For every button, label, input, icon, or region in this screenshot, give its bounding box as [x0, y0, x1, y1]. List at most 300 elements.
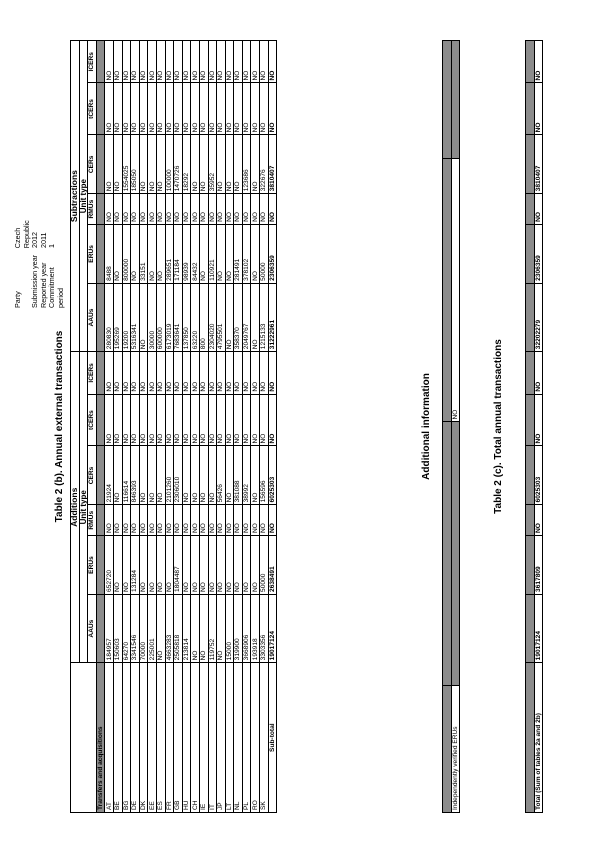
value-cell: 116614: [122, 446, 131, 505]
subtotal-cell: NO: [268, 394, 277, 446]
value-cell: NO: [260, 194, 269, 225]
value-cell: NO: [217, 83, 226, 135]
value-cell: NO: [208, 446, 217, 505]
value-cell: 1554025: [122, 135, 131, 194]
value-cell: NO: [105, 135, 114, 194]
subtotal-cell: 6025303: [268, 446, 277, 505]
value-cell: 21924: [105, 446, 114, 505]
gray-cell: [443, 158, 452, 422]
value-cell: NO: [165, 394, 174, 446]
gray-cell: [526, 283, 535, 351]
value-cell: NO: [156, 41, 165, 84]
value-cell: NO: [234, 194, 243, 225]
table-row: [225, 41, 234, 813]
gray-cell: [96, 194, 105, 225]
gray-cell: [96, 83, 105, 135]
value-cell: 2306010: [174, 446, 183, 505]
value-cell: NO: [199, 224, 208, 283]
column-header: CERs: [88, 446, 97, 505]
value-cell: NO: [199, 352, 208, 394]
value-cell: 280830: [105, 283, 114, 351]
total-cell: NO: [534, 505, 543, 536]
value-cell: 289651: [165, 224, 174, 283]
value-cell: NO: [208, 394, 217, 446]
value-cell: 195269: [113, 283, 122, 351]
commitment-period-value: 1: [47, 244, 57, 248]
gray-cell: [96, 446, 105, 505]
value-cell: 33151: [139, 224, 148, 283]
value-cell: NO: [105, 194, 114, 225]
value-cell: NO: [217, 505, 226, 536]
value-cell: NO: [191, 41, 200, 84]
value-cell: 98939: [182, 224, 191, 283]
additional-info-table: [442, 40, 460, 813]
value-cell: NO: [165, 352, 174, 394]
value-cell: NO: [199, 394, 208, 446]
value-cell: NO: [251, 394, 260, 446]
value-cell: NO: [165, 505, 174, 536]
value-cell: 56426: [217, 446, 226, 505]
subtotal-cell: NO: [268, 83, 277, 135]
party-label: Party: [13, 291, 22, 308]
table-row: [251, 41, 260, 813]
value-cell: 7683641: [174, 283, 183, 351]
value-cell: NO: [242, 41, 251, 84]
value-cell: NO: [139, 83, 148, 135]
value-cell: NO: [122, 536, 131, 595]
value-cell: NO: [165, 83, 174, 135]
value-cell: NO: [182, 505, 191, 536]
value-cell: NO: [225, 194, 234, 225]
value-cell: NO: [225, 536, 234, 595]
value-cell: NO: [217, 594, 226, 662]
table-2b: [70, 40, 277, 813]
value-cell: 193918: [251, 594, 260, 662]
value-cell: 281491: [234, 224, 243, 283]
value-cell: NO: [242, 394, 251, 446]
value-cell: NO: [105, 505, 114, 536]
value-cell: NO: [105, 352, 114, 394]
gray-cell: [443, 686, 452, 813]
value-cell: NO: [139, 352, 148, 394]
value-cell: NO: [208, 41, 217, 84]
value-cell: NO: [217, 224, 226, 283]
value-cell: 185050: [131, 135, 140, 194]
gray-cell: [96, 135, 105, 194]
table-row: [174, 41, 183, 813]
party-code-cell: RO: [251, 663, 260, 813]
gray-cell: [96, 224, 105, 283]
table-row: [182, 41, 191, 813]
value-cell: NO: [139, 536, 148, 595]
value-cell: NO: [122, 194, 131, 225]
value-cell: NO: [131, 505, 140, 536]
value-cell: NO: [182, 394, 191, 446]
value-cell: 171184: [174, 224, 183, 283]
value-cell: 38992: [242, 446, 251, 505]
value-cell: 50000: [260, 224, 269, 283]
value-cell: 3341546: [131, 594, 140, 662]
value-cell: NO: [182, 352, 191, 394]
value-cell: 800: [199, 283, 208, 351]
party-code-cell: CH: [191, 663, 200, 813]
value-cell: NO: [251, 352, 260, 394]
value-cell: 8488: [105, 224, 114, 283]
column-header: tCERs: [88, 83, 97, 135]
value-cell: NO: [139, 394, 148, 446]
table-row: [208, 41, 217, 813]
subtotal-cell: 31222961: [268, 283, 277, 351]
value-cell: NO: [225, 83, 234, 135]
value-cell: NO: [242, 505, 251, 536]
submission-year-label: Submission year: [30, 254, 40, 308]
value-cell: NO: [242, 352, 251, 394]
corner-cell: [71, 663, 97, 813]
gray-cell: [96, 394, 105, 446]
value-cell: NO: [251, 446, 260, 505]
value-cell: NO: [156, 352, 165, 394]
value-cell: NO: [208, 83, 217, 135]
gray-cell: [96, 505, 105, 536]
value-cell: 63220: [191, 283, 200, 351]
value-cell: NO: [148, 83, 157, 135]
value-cell: NO: [148, 505, 157, 536]
value-cell: 19200: [122, 283, 131, 351]
value-cell: NO: [191, 352, 200, 394]
party-value: Czech Republic: [13, 220, 31, 249]
value-cell: NO: [139, 505, 148, 536]
value-cell: NO: [260, 394, 269, 446]
value-cell: 100000: [165, 135, 174, 194]
value-cell: NO: [182, 536, 191, 595]
value-cell: 123686: [242, 135, 251, 194]
value-cell: NO: [217, 536, 226, 595]
value-cell: 64270: [122, 594, 131, 662]
value-cell: NO: [199, 41, 208, 84]
value-cell: NO: [199, 594, 208, 662]
gray-cell: [526, 663, 535, 813]
value-cell: NO: [148, 394, 157, 446]
value-cell: NO: [199, 83, 208, 135]
party-code-cell: PL: [242, 663, 251, 813]
gray-cell: [96, 536, 105, 595]
value-cell: NO: [165, 41, 174, 84]
value-cell: 2049767: [242, 283, 251, 351]
value-cell: NO: [225, 394, 234, 446]
value-cell: 50000: [260, 536, 269, 595]
value-cell: 119752: [208, 594, 217, 662]
value-cell: NO: [225, 224, 234, 283]
value-cell: NO: [191, 505, 200, 536]
gray-cell: [96, 352, 105, 394]
value-cell: 15000: [225, 594, 234, 662]
total-cell: 19017124: [534, 594, 543, 662]
value-cell: NO: [242, 194, 251, 225]
subtotal-cell: NO: [268, 41, 277, 84]
gray-cell: [451, 422, 460, 686]
subtotal-cell: NO: [268, 194, 277, 225]
value-cell: NO: [113, 135, 122, 194]
value-cell: 2505818: [174, 594, 183, 662]
value-cell: NO: [182, 194, 191, 225]
value-cell: NO: [251, 194, 260, 225]
value-cell: 1215133: [260, 283, 269, 351]
party-code-cell: ES: [156, 663, 165, 813]
value-cell: NO: [234, 41, 243, 84]
value-cell: NO: [105, 394, 114, 446]
value-cell: NO: [148, 446, 157, 505]
table-row: [139, 41, 148, 813]
value-cell: NO: [148, 536, 157, 595]
value-cell: NO: [105, 41, 114, 84]
subtotal-cell: NO: [268, 505, 277, 536]
column-header: RMUs: [88, 505, 97, 536]
party-code-cell: GB: [174, 663, 183, 813]
value-cell: NO: [225, 135, 234, 194]
value-cell: NO: [156, 83, 165, 135]
value-cell: 213814: [182, 594, 191, 662]
total-cell: NO: [534, 41, 543, 84]
gray-cell: [443, 422, 452, 686]
column-header: lCERs: [88, 352, 97, 394]
value-cell: NO: [113, 41, 122, 84]
submission-year-value: 2012: [30, 232, 40, 248]
total-row: [534, 41, 543, 813]
value-cell: NO: [131, 41, 140, 84]
verified-erus-value: NO: [451, 158, 460, 422]
additions-header: Additions: [71, 352, 80, 663]
value-cell: 184957: [105, 594, 114, 662]
value-cell: NO: [260, 505, 269, 536]
column-header: RMUs: [88, 194, 97, 225]
total-cell: NO: [534, 83, 543, 135]
value-cell: NO: [156, 394, 165, 446]
party-code-cell: EE: [148, 663, 157, 813]
value-cell: NO: [225, 352, 234, 394]
party-code-cell: DK: [139, 663, 148, 813]
total-cell: NO: [534, 352, 543, 394]
value-cell: NO: [113, 505, 122, 536]
value-cell: NO: [217, 135, 226, 194]
value-cell: NO: [234, 352, 243, 394]
value-cell: 3668906: [242, 594, 251, 662]
value-cell: NO: [191, 135, 200, 194]
value-cell: NO: [242, 83, 251, 135]
subtotal-cell: 2638491: [268, 536, 277, 595]
table-row: [113, 41, 122, 813]
value-cell: NO: [174, 505, 183, 536]
gray-cell: [526, 135, 535, 194]
column-header: AAUs: [88, 594, 97, 662]
gray-cell: [526, 536, 535, 595]
column-header: lCERs: [88, 41, 97, 84]
verified-erus-label: Independently verified ERUs: [451, 686, 460, 813]
value-cell: NO: [156, 446, 165, 505]
value-cell: NO: [165, 536, 174, 595]
value-cell: NO: [208, 194, 217, 225]
subtotal-cell: 2306359: [268, 224, 277, 283]
value-cell: NO: [251, 135, 260, 194]
party-code-cell: FR: [165, 663, 174, 813]
party-code-cell: LT: [225, 663, 234, 813]
table-row: [260, 41, 269, 813]
gray-cell: [443, 41, 452, 159]
value-cell: NO: [174, 394, 183, 446]
value-cell: NO: [182, 41, 191, 84]
party-code-cell: AT: [105, 663, 114, 813]
value-cell: NO: [191, 83, 200, 135]
value-cell: NO: [131, 194, 140, 225]
value-cell: NO: [251, 224, 260, 283]
column-header: AAUs: [88, 283, 97, 351]
value-cell: NO: [208, 352, 217, 394]
gray-cell: [526, 41, 535, 84]
gray-cell: [526, 83, 535, 135]
value-cell: NO: [217, 352, 226, 394]
value-cell: NO: [251, 41, 260, 84]
value-cell: NO: [199, 536, 208, 595]
value-cell: NO: [174, 194, 183, 225]
value-cell: NO: [139, 194, 148, 225]
table-2c-title: Table 2 (c). Total annual transactions: [493, 339, 504, 514]
value-cell: NO: [251, 536, 260, 595]
reported-year-value: 2011: [38, 232, 48, 248]
value-cell: 110921: [208, 224, 217, 283]
value-cell: NO: [191, 446, 200, 505]
value-cell: NO: [234, 505, 243, 536]
transfers-label: Transfers and acquisitions: [96, 663, 105, 813]
value-cell: NO: [113, 194, 122, 225]
value-cell: NO: [225, 446, 234, 505]
table-row: [105, 41, 114, 813]
value-cell: NO: [234, 394, 243, 446]
value-cell: NO: [174, 352, 183, 394]
value-cell: NO: [225, 41, 234, 84]
value-cell: NO: [156, 194, 165, 225]
value-cell: NO: [208, 505, 217, 536]
total-cell: 3810407: [534, 135, 543, 194]
value-cell: NO: [234, 135, 243, 194]
value-cell: NO: [217, 41, 226, 84]
gray-cell: [526, 394, 535, 446]
value-cell: NO: [131, 394, 140, 446]
total-cell: 2306359: [534, 224, 543, 283]
value-cell: NO: [139, 135, 148, 194]
value-cell: NO: [251, 505, 260, 536]
value-cell: NO: [199, 446, 208, 505]
value-cell: 5316341: [131, 283, 140, 351]
total-cell: NO: [534, 394, 543, 446]
value-cell: NO: [225, 505, 234, 536]
value-cell: NO: [251, 83, 260, 135]
table-row: [165, 41, 174, 813]
subtractions-header: Subtractions: [71, 41, 80, 352]
gray-cell: [526, 352, 535, 394]
table-row: [156, 41, 165, 813]
subtotal-cell: 19017124: [268, 594, 277, 662]
total-cell: NO: [534, 194, 543, 225]
party-code-cell: BG: [122, 663, 131, 813]
subtotal-cell: NO: [268, 352, 277, 394]
gray-cell: [526, 505, 535, 536]
subtotal-label: Sub-total: [268, 663, 277, 813]
commitment-period-label: Commitment period: [47, 267, 65, 308]
value-cell: NO: [174, 83, 183, 135]
party-code-cell: IT: [208, 663, 217, 813]
value-cell: 225001: [148, 594, 157, 662]
value-cell: 2304020: [208, 283, 217, 351]
value-cell: NO: [156, 505, 165, 536]
table-row: [191, 41, 200, 813]
value-cell: 84432: [191, 224, 200, 283]
total-cell: 32202279: [534, 283, 543, 351]
table-row: [234, 41, 243, 813]
value-cell: NO: [122, 41, 131, 84]
value-cell: NO: [242, 536, 251, 595]
party-code-cell: SK: [260, 663, 269, 813]
value-cell: NO: [217, 194, 226, 225]
value-cell: NO: [225, 283, 234, 351]
value-cell: NO: [148, 41, 157, 84]
table-row: [122, 41, 131, 813]
table-row: [199, 41, 208, 813]
additions-unit-type: Unit type: [79, 352, 88, 663]
value-cell: 358370: [234, 283, 243, 351]
value-cell: NO: [165, 194, 174, 225]
value-cell: NO: [131, 83, 140, 135]
value-cell: NO: [199, 194, 208, 225]
value-cell: NO: [113, 536, 122, 595]
value-cell: 378102: [242, 224, 251, 283]
value-cell: 381088: [234, 446, 243, 505]
value-cell: NO: [174, 41, 183, 84]
value-cell: NO: [131, 224, 140, 283]
party-code-cell: JP: [217, 663, 226, 813]
value-cell: 3303356: [260, 594, 269, 662]
gray-cell: [526, 446, 535, 505]
value-cell: 4795501: [217, 283, 226, 351]
total-cell: 3617809: [534, 536, 543, 595]
value-cell: NO: [156, 536, 165, 595]
value-cell: NO: [182, 83, 191, 135]
party-code-cell: BE: [113, 663, 122, 813]
value-cell: NO: [139, 446, 148, 505]
value-cell: NO: [208, 536, 217, 595]
subtractions-unit-type: Unit type: [79, 41, 88, 352]
subtotal-cell: 3810407: [268, 135, 277, 194]
value-cell: NO: [199, 505, 208, 536]
total-cell: 6025303: [534, 446, 543, 505]
value-cell: NO: [156, 594, 165, 662]
value-cell: NO: [234, 536, 243, 595]
value-cell: 70000: [139, 594, 148, 662]
value-cell: 4663283: [165, 594, 174, 662]
value-cell: 652720: [105, 536, 114, 595]
gray-cell: [526, 194, 535, 225]
value-cell: NO: [260, 352, 269, 394]
value-cell: NO: [113, 446, 122, 505]
table-row: [242, 41, 251, 813]
value-cell: NO: [113, 224, 122, 283]
value-cell: NO: [156, 135, 165, 194]
value-cell: NO: [113, 394, 122, 446]
column-header: tCERs: [88, 394, 97, 446]
additional-info-title: Additional information: [421, 373, 432, 480]
table-2b-title: Table 2 (b). Annual external transactions: [54, 330, 65, 523]
value-cell: 1804487: [174, 536, 183, 595]
value-cell: 2101260: [165, 446, 174, 505]
value-cell: 35952: [208, 135, 217, 194]
